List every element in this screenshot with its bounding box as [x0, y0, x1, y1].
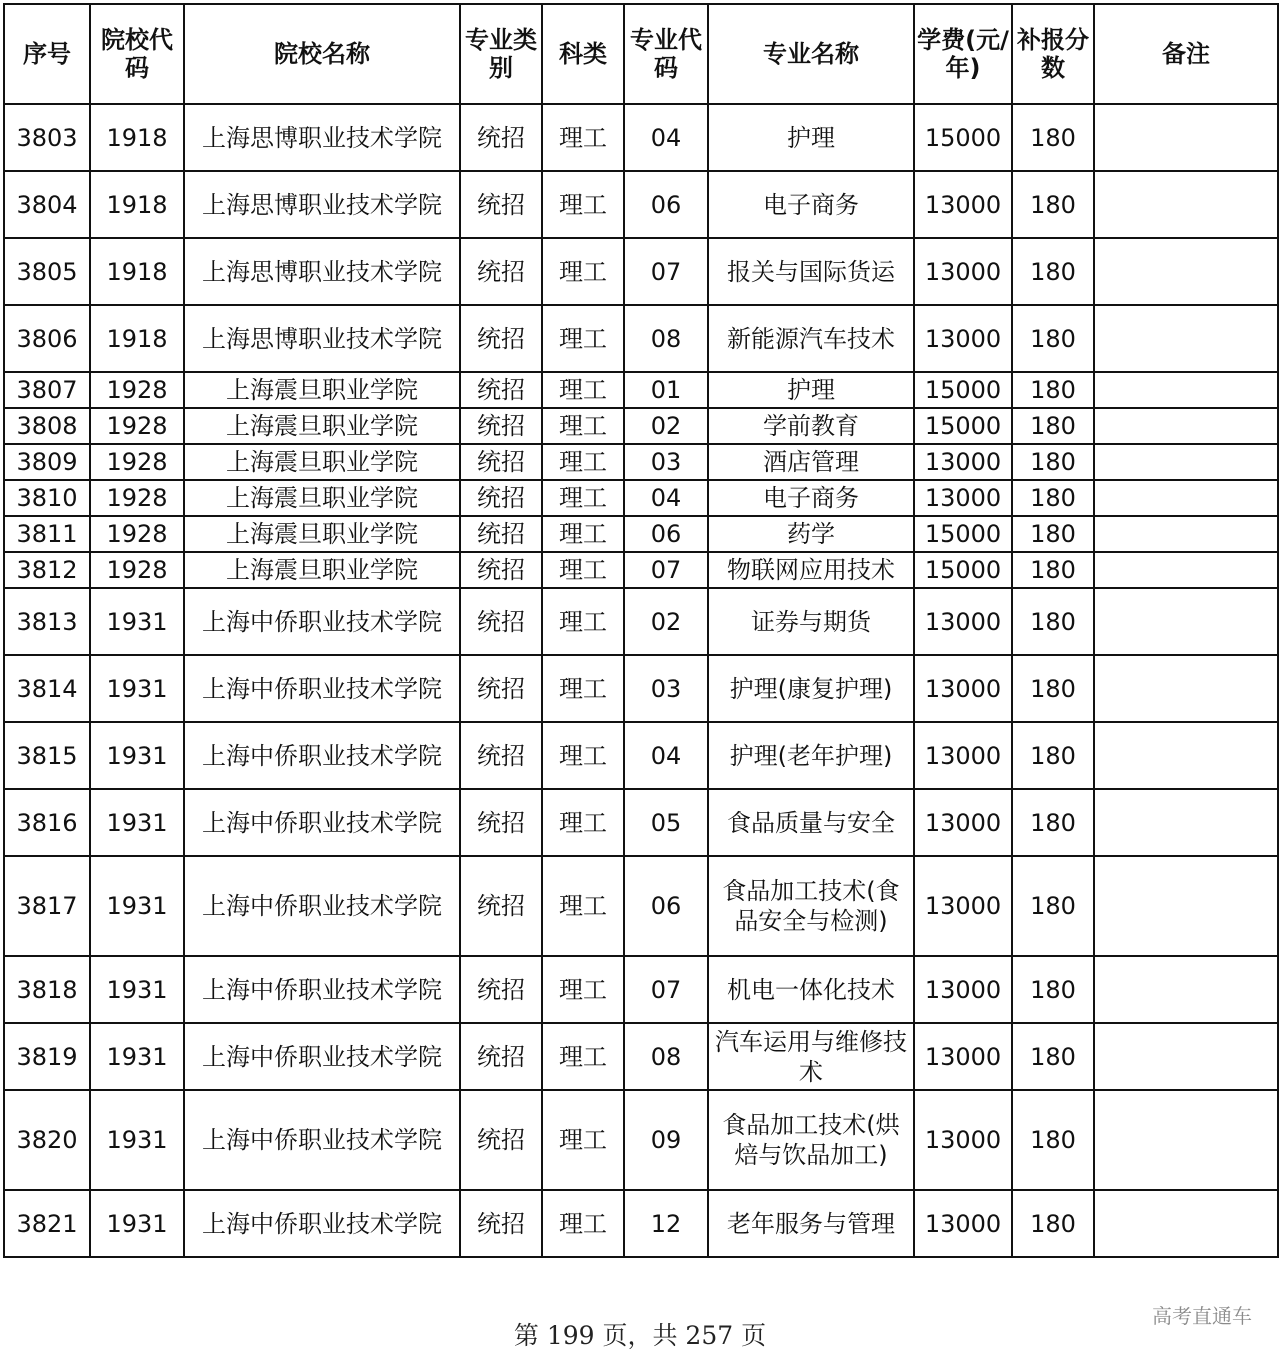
major-code-cell: 04 [624, 104, 708, 171]
fee-cell: 13000 [914, 1190, 1012, 1257]
score-cell: 180 [1012, 722, 1094, 789]
fee-cell: 13000 [914, 480, 1012, 516]
seq-cell: 3815 [4, 722, 90, 789]
fee-cell: 13000 [914, 655, 1012, 722]
table-row [4, 1190, 1278, 1257]
school-code-cell: 1928 [90, 552, 184, 588]
subject-cell: 理工 [542, 444, 624, 480]
subject-cell: 理工 [542, 171, 624, 238]
school-name-cell: 上海震旦职业学院 [184, 372, 460, 408]
table-row [4, 104, 1278, 171]
seq-cell: 3821 [4, 1190, 90, 1257]
major-code-cell: 07 [624, 238, 708, 305]
score-cell: 180 [1012, 408, 1094, 444]
fee-cell: 13000 [914, 1090, 1012, 1190]
seq-cell: 3812 [4, 552, 90, 588]
subject-cell: 理工 [542, 372, 624, 408]
seq-cell: 3804 [4, 171, 90, 238]
major-name-cell: 新能源汽车技术 [708, 305, 914, 372]
admission-table [3, 3, 1279, 1258]
major-name-cell: 食品加工技术(烘焙与饮品加工) [708, 1090, 914, 1190]
school-name-cell: 上海中侨职业技术学院 [184, 1090, 460, 1190]
school-name-cell: 上海思博职业技术学院 [184, 104, 460, 171]
school-name-cell: 上海震旦职业学院 [184, 480, 460, 516]
major-code-cell: 12 [624, 1190, 708, 1257]
note-cell [1094, 552, 1278, 588]
score-cell: 180 [1012, 655, 1094, 722]
table-row [4, 516, 1278, 552]
school-code-cell: 1918 [90, 104, 184, 171]
note-cell [1094, 238, 1278, 305]
school-code-cell: 1928 [90, 444, 184, 480]
subject-cell: 理工 [542, 238, 624, 305]
school-name-cell: 上海中侨职业技术学院 [184, 956, 460, 1023]
table-row [4, 588, 1278, 655]
major-name-cell: 学前教育 [708, 408, 914, 444]
category-cell: 统招 [460, 722, 542, 789]
school-code-cell: 1931 [90, 1023, 184, 1090]
category-cell: 统招 [460, 408, 542, 444]
seq-cell: 3803 [4, 104, 90, 171]
major-name-cell: 报关与国际货运 [708, 238, 914, 305]
table-row [4, 956, 1278, 1023]
note-cell [1094, 305, 1278, 372]
school-code-cell: 1931 [90, 1190, 184, 1257]
note-cell [1094, 856, 1278, 956]
school-code-cell: 1928 [90, 480, 184, 516]
major-name-cell: 护理(康复护理) [708, 655, 914, 722]
note-cell [1094, 1023, 1278, 1090]
category-cell: 统招 [460, 104, 542, 171]
subject-cell: 理工 [542, 408, 624, 444]
seq-cell: 3820 [4, 1090, 90, 1190]
school-code-cell: 1918 [90, 305, 184, 372]
fee-cell: 15000 [914, 372, 1012, 408]
seq-cell: 3814 [4, 655, 90, 722]
major-name-cell: 护理 [708, 104, 914, 171]
school-name-cell: 上海中侨职业技术学院 [184, 789, 460, 856]
seq-cell: 3817 [4, 856, 90, 956]
school-code-cell: 1931 [90, 956, 184, 1023]
table-row [4, 552, 1278, 588]
score-cell: 180 [1012, 1190, 1094, 1257]
column-header: 专业代码 [624, 4, 708, 104]
table-header [4, 4, 1278, 104]
school-code-cell: 1931 [90, 1090, 184, 1190]
fee-cell: 15000 [914, 516, 1012, 552]
seq-cell: 3819 [4, 1023, 90, 1090]
school-name-cell: 上海中侨职业技术学院 [184, 588, 460, 655]
school-code-cell: 1918 [90, 238, 184, 305]
note-cell [1094, 408, 1278, 444]
note-cell [1094, 1090, 1278, 1190]
category-cell: 统招 [460, 956, 542, 1023]
seq-cell: 3816 [4, 789, 90, 856]
subject-cell: 理工 [542, 789, 624, 856]
fee-cell: 13000 [914, 444, 1012, 480]
school-name-cell: 上海震旦职业学院 [184, 408, 460, 444]
major-name-cell: 机电一体化技术 [708, 956, 914, 1023]
school-name-cell: 上海中侨职业技术学院 [184, 856, 460, 956]
subject-cell: 理工 [542, 1023, 624, 1090]
subject-cell: 理工 [542, 516, 624, 552]
fee-cell: 15000 [914, 408, 1012, 444]
major-code-cell: 07 [624, 552, 708, 588]
note-cell [1094, 956, 1278, 1023]
score-cell: 180 [1012, 552, 1094, 588]
category-cell: 统招 [460, 552, 542, 588]
major-code-cell: 07 [624, 956, 708, 1023]
school-code-cell: 1928 [90, 372, 184, 408]
major-code-cell: 05 [624, 789, 708, 856]
major-name-cell: 电子商务 [708, 480, 914, 516]
fee-cell: 13000 [914, 856, 1012, 956]
category-cell: 统招 [460, 1023, 542, 1090]
table-row [4, 238, 1278, 305]
fee-cell: 13000 [914, 789, 1012, 856]
major-code-cell: 04 [624, 722, 708, 789]
school-code-cell: 1931 [90, 789, 184, 856]
note-cell [1094, 171, 1278, 238]
subject-cell: 理工 [542, 856, 624, 956]
major-name-cell: 物联网应用技术 [708, 552, 914, 588]
category-cell: 统招 [460, 1190, 542, 1257]
school-code-cell: 1928 [90, 516, 184, 552]
school-code-cell: 1918 [90, 171, 184, 238]
major-name-cell: 食品质量与安全 [708, 789, 914, 856]
subject-cell: 理工 [542, 104, 624, 171]
score-cell: 180 [1012, 444, 1094, 480]
score-cell: 180 [1012, 588, 1094, 655]
subject-cell: 理工 [542, 480, 624, 516]
column-header: 专业类别 [460, 4, 542, 104]
major-code-cell: 06 [624, 856, 708, 956]
page-footer: 第 199 页，共 257 页 [513, 1321, 767, 1350]
fee-cell: 13000 [914, 722, 1012, 789]
subject-cell: 理工 [542, 552, 624, 588]
score-cell: 180 [1012, 789, 1094, 856]
category-cell: 统招 [460, 305, 542, 372]
category-cell: 统招 [460, 1090, 542, 1190]
school-name-cell: 上海中侨职业技术学院 [184, 655, 460, 722]
seq-cell: 3809 [4, 444, 90, 480]
column-header: 备注 [1094, 4, 1278, 104]
subject-cell: 理工 [542, 588, 624, 655]
seq-cell: 3811 [4, 516, 90, 552]
table-row [4, 856, 1278, 956]
school-name-cell: 上海震旦职业学院 [184, 444, 460, 480]
category-cell: 统招 [460, 171, 542, 238]
major-code-cell: 03 [624, 655, 708, 722]
major-code-cell: 08 [624, 1023, 708, 1090]
seq-cell: 3807 [4, 372, 90, 408]
major-code-cell: 08 [624, 305, 708, 372]
subject-cell: 理工 [542, 1090, 624, 1190]
major-name-cell: 食品加工技术(食品安全与检测) [708, 856, 914, 956]
column-header: 院校名称 [184, 4, 460, 104]
school-name-cell: 上海震旦职业学院 [184, 552, 460, 588]
score-cell: 180 [1012, 372, 1094, 408]
major-code-cell: 09 [624, 1090, 708, 1190]
table-row [4, 1023, 1278, 1090]
score-cell: 180 [1012, 171, 1094, 238]
column-header: 序号 [4, 4, 90, 104]
column-header: 学费(元/年) [914, 4, 1012, 104]
fee-cell: 13000 [914, 238, 1012, 305]
school-code-cell: 1931 [90, 655, 184, 722]
score-cell: 180 [1012, 480, 1094, 516]
table-row [4, 171, 1278, 238]
table-row [4, 305, 1278, 372]
table-row [4, 372, 1278, 408]
subject-cell: 理工 [542, 1190, 624, 1257]
major-name-cell: 药学 [708, 516, 914, 552]
major-code-cell: 06 [624, 516, 708, 552]
fee-cell: 13000 [914, 588, 1012, 655]
score-cell: 180 [1012, 238, 1094, 305]
note-cell [1094, 480, 1278, 516]
seq-cell: 3805 [4, 238, 90, 305]
school-code-cell: 1931 [90, 722, 184, 789]
major-name-cell: 老年服务与管理 [708, 1190, 914, 1257]
category-cell: 统招 [460, 655, 542, 722]
table-row [4, 1090, 1278, 1190]
major-code-cell: 04 [624, 480, 708, 516]
category-cell: 统招 [460, 516, 542, 552]
major-name-cell: 护理 [708, 372, 914, 408]
category-cell: 统招 [460, 856, 542, 956]
school-code-cell: 1928 [90, 408, 184, 444]
seq-cell: 3818 [4, 956, 90, 1023]
major-code-cell: 06 [624, 171, 708, 238]
fee-cell: 13000 [914, 1023, 1012, 1090]
table-body [4, 104, 1278, 1257]
note-cell [1094, 104, 1278, 171]
school-name-cell: 上海思博职业技术学院 [184, 305, 460, 372]
major-name-cell: 酒店管理 [708, 444, 914, 480]
score-cell: 180 [1012, 305, 1094, 372]
seq-cell: 3810 [4, 480, 90, 516]
school-name-cell: 上海思博职业技术学院 [184, 171, 460, 238]
fee-cell: 15000 [914, 552, 1012, 588]
column-header: 科类 [542, 4, 624, 104]
major-code-cell: 03 [624, 444, 708, 480]
category-cell: 统招 [460, 480, 542, 516]
score-cell: 180 [1012, 516, 1094, 552]
table-row [4, 480, 1278, 516]
watermark: 高考直通车 [1152, 1304, 1252, 1328]
note-cell [1094, 655, 1278, 722]
seq-cell: 3808 [4, 408, 90, 444]
score-cell: 180 [1012, 956, 1094, 1023]
category-cell: 统招 [460, 588, 542, 655]
column-header: 补报分数 [1012, 4, 1094, 104]
category-cell: 统招 [460, 238, 542, 305]
note-cell [1094, 722, 1278, 789]
table-row [4, 789, 1278, 856]
subject-cell: 理工 [542, 956, 624, 1023]
school-name-cell: 上海中侨职业技术学院 [184, 722, 460, 789]
fee-cell: 13000 [914, 305, 1012, 372]
subject-cell: 理工 [542, 655, 624, 722]
note-cell [1094, 372, 1278, 408]
major-name-cell: 汽车运用与维修技术 [708, 1023, 914, 1090]
major-code-cell: 01 [624, 372, 708, 408]
subject-cell: 理工 [542, 305, 624, 372]
score-cell: 180 [1012, 1023, 1094, 1090]
column-header: 院校代码 [90, 4, 184, 104]
school-name-cell: 上海震旦职业学院 [184, 516, 460, 552]
note-cell [1094, 516, 1278, 552]
column-header: 专业名称 [708, 4, 914, 104]
fee-cell: 13000 [914, 956, 1012, 1023]
category-cell: 统招 [460, 372, 542, 408]
table-row [4, 408, 1278, 444]
seq-cell: 3806 [4, 305, 90, 372]
note-cell [1094, 789, 1278, 856]
seq-cell: 3813 [4, 588, 90, 655]
subject-cell: 理工 [542, 722, 624, 789]
table-row [4, 655, 1278, 722]
school-name-cell: 上海思博职业技术学院 [184, 238, 460, 305]
score-cell: 180 [1012, 104, 1094, 171]
note-cell [1094, 1190, 1278, 1257]
score-cell: 180 [1012, 1090, 1094, 1190]
note-cell [1094, 444, 1278, 480]
major-name-cell: 护理(老年护理) [708, 722, 914, 789]
major-name-cell: 电子商务 [708, 171, 914, 238]
category-cell: 统招 [460, 789, 542, 856]
major-code-cell: 02 [624, 588, 708, 655]
major-code-cell: 02 [624, 408, 708, 444]
fee-cell: 15000 [914, 104, 1012, 171]
school-code-cell: 1931 [90, 856, 184, 956]
table-row [4, 722, 1278, 789]
category-cell: 统招 [460, 444, 542, 480]
school-code-cell: 1931 [90, 588, 184, 655]
major-name-cell: 证券与期货 [708, 588, 914, 655]
school-name-cell: 上海中侨职业技术学院 [184, 1023, 460, 1090]
fee-cell: 13000 [914, 171, 1012, 238]
note-cell [1094, 588, 1278, 655]
table-row [4, 444, 1278, 480]
score-cell: 180 [1012, 856, 1094, 956]
header-row [4, 4, 1278, 104]
school-name-cell: 上海中侨职业技术学院 [184, 1190, 460, 1257]
